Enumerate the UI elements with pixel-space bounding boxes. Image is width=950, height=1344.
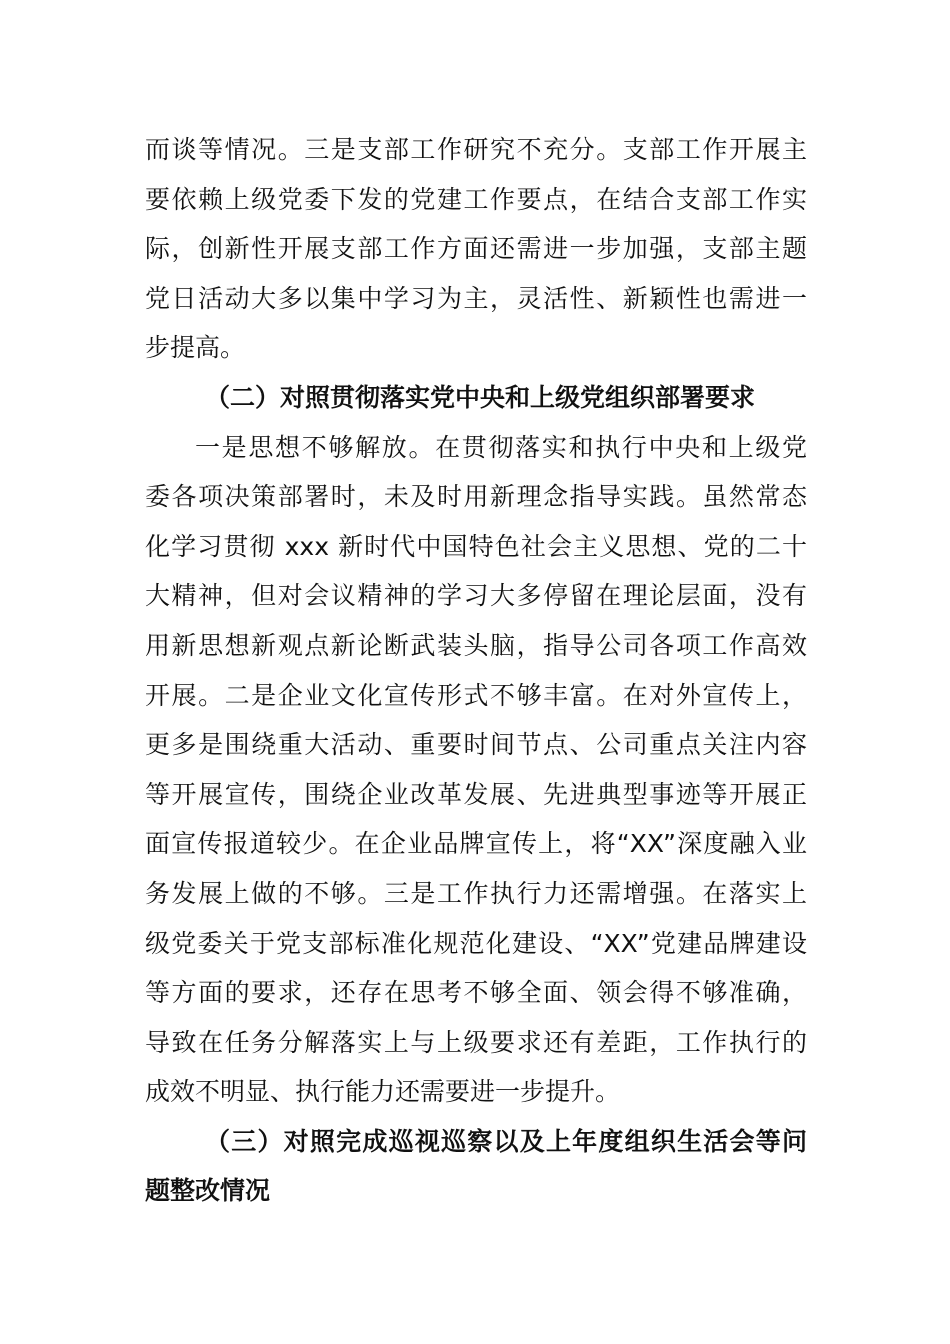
- text-line: 级党委关于党支部标准化规范化建设、“XX”党建品牌建设: [145, 928, 807, 958]
- paragraph-continuation: [145, 125, 807, 373]
- text-line: 导致在任务分解落实上与上级要求还有差距，工作执行的: [145, 1027, 807, 1057]
- text-line: 更多是围绕重大活动、重要时间节点、公司重点关注内容: [145, 730, 807, 760]
- section-heading-2: （二）对照贯彻落实党中央和上级党组织部署要求: [205, 382, 756, 412]
- text-line: 步提高。: [145, 333, 246, 363]
- text-line: 而谈等情况。三是支部工作研究不充分。支部工作开展主: [145, 135, 807, 164]
- text-line: 务发展上做的不够。三是工作执行力还需增强。在落实上: [145, 878, 807, 908]
- paragraph-section-2: [145, 423, 807, 1117]
- text-line: 党日活动大多以集中学习为主，灵活性、新颖性也需进一: [145, 283, 807, 313]
- text-line: 面宣传报道较少。在企业品牌宣传上，将“XX”深度融入业: [145, 829, 807, 859]
- heading-line: （三）对照完成巡视巡察以及上年度组织生活会等问: [205, 1126, 807, 1156]
- text-line: 用新思想新观点新论断武装头脑，指导公司各项工作高效: [145, 630, 807, 660]
- text-line: 等方面的要求，还存在思考不够全面、领会得不够准确，: [145, 978, 807, 1008]
- text-line: 化学习贯彻 xxx 新时代中国特色社会主义思想、党的二十: [145, 531, 807, 561]
- section-heading-3: [145, 1117, 807, 1216]
- text-line: 一是思想不够解放。在贯彻落实和执行中央和上级党: [195, 432, 807, 462]
- document-page: [145, 125, 807, 1216]
- text-line: 等开展宣传，围绕企业改革发展、先进典型事迹等开展正: [145, 779, 807, 809]
- text-line: 际，创新性开展支部工作方面还需进一步加强，支部主题: [145, 234, 807, 264]
- text-line: 成效不明显、执行能力还需要进一步提升。: [145, 1077, 621, 1107]
- text-line: 委各项决策部署时，未及时用新理念指导实践。虽然常态: [145, 482, 807, 512]
- text-line: 大精神，但对会议精神的学习大多停留在理论层面，没有: [145, 581, 807, 611]
- text-line: 开展。二是企业文化宣传形式不够丰富。在对外宣传上，: [145, 680, 807, 710]
- heading-line: 题整改情况: [145, 1176, 271, 1206]
- text-line: 要依赖上级党委下发的党建工作要点，在结合支部工作实: [145, 184, 807, 214]
